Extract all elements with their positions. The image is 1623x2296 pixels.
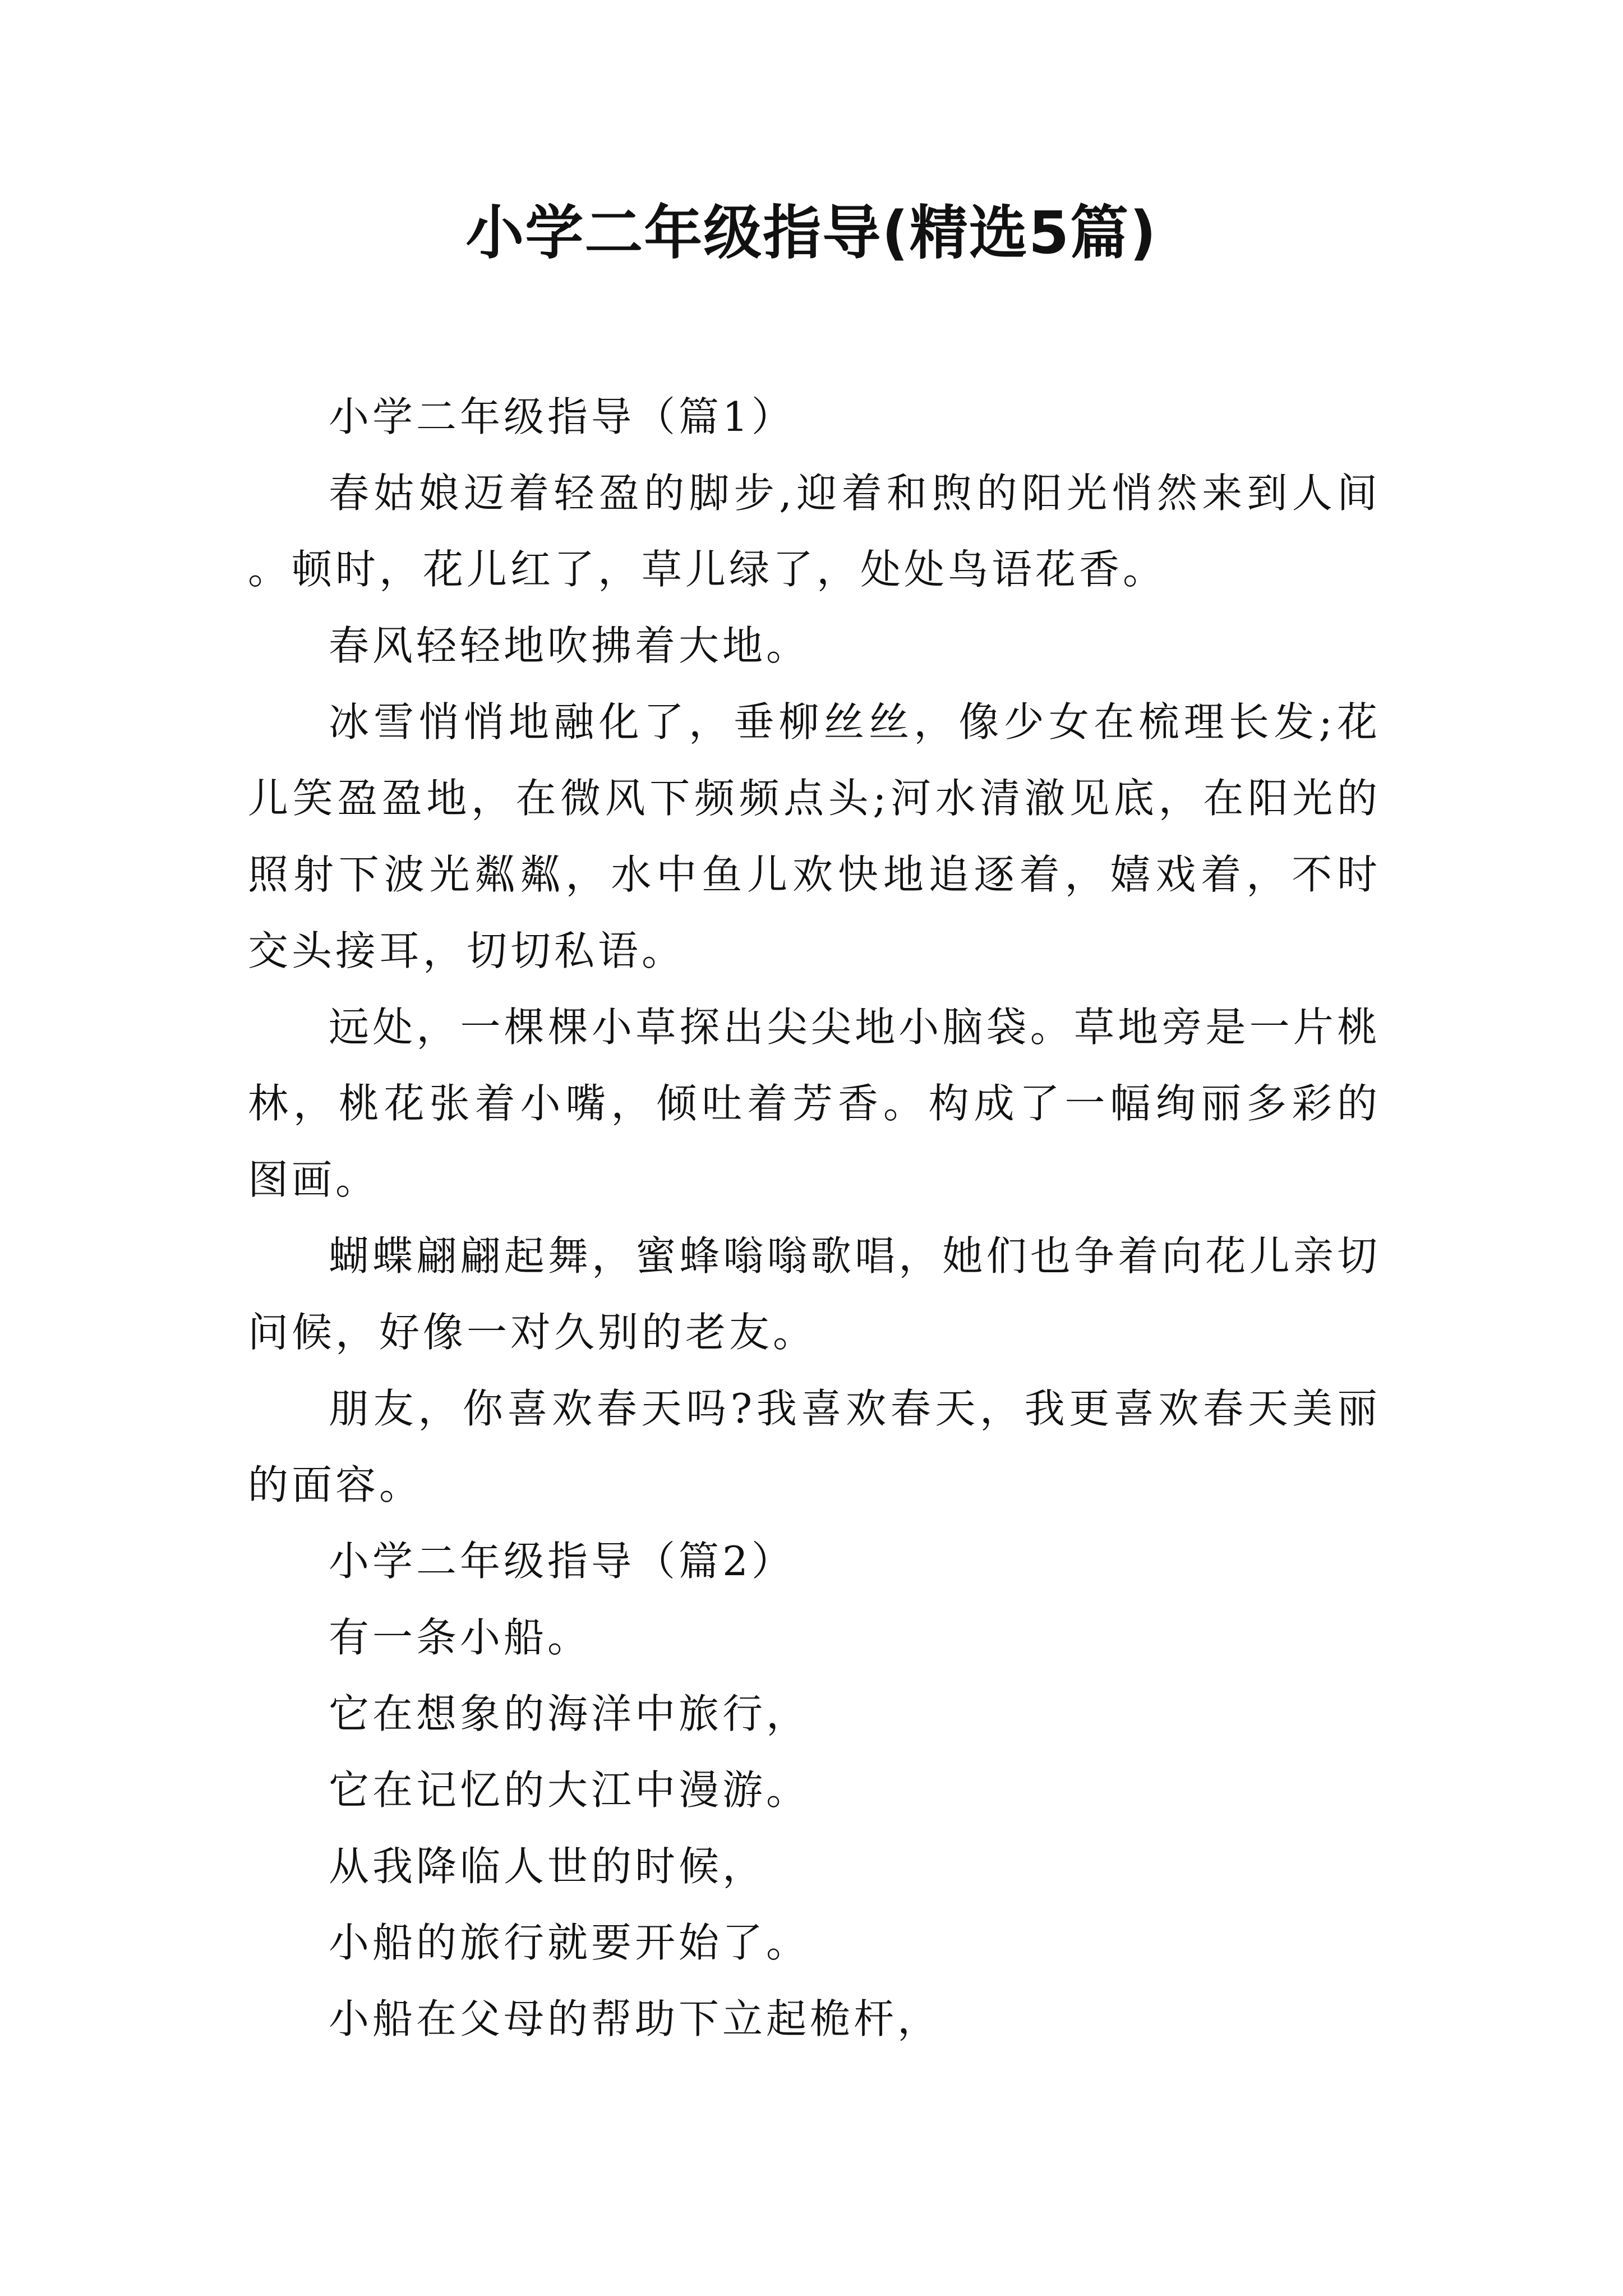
poem-line: 它在想象的海洋中旅行， (329, 1690, 810, 1737)
paragraph: 蝴蝶翩翩起舞，蜜蜂嗡嗡歌唱，她们也争着向花儿亲切问候，好像一对久别的老友。 (248, 1232, 1381, 1356)
paragraph: 春风轻轻地吹拂着大地。 (329, 622, 810, 669)
paragraph: 春姑娘迈着轻盈的脚步,迎着和煦的阳光悄然来到人间。顿时，花儿红了，草儿绿了，处处鸟语花香。 (248, 470, 1381, 593)
document-title: 小学二年级指导(精选5篇) (465, 199, 1158, 267)
paragraph: 冰雪悄悄地融化了，垂柳丝丝，像少女在梳理长发;花儿笑盈盈地，在微风下频频点头;河水清澈见底，在阳光的照射下波光粼粼，水中鱼儿欢快地追逐着，嬉戏着，不时交头接耳，切切私语。 (248, 698, 1381, 974)
section-heading-1: 小学二年级指导（篇1） (329, 393, 795, 440)
poem-line: 小船在父母的帮助下立起桅杆， (329, 1995, 942, 2042)
paragraph: 远处，一棵棵小草探出尖尖地小脑袋。草地旁是一片桃林，桃花张着小嘴，倾吐着芳香。构成了一幅绚丽多彩的图画。 (248, 1004, 1381, 1203)
document-body (248, 379, 1381, 2057)
section-heading-2: 小学二年级指导（篇2） (329, 1538, 795, 1585)
poem-line: 小船的旅行就要开始了。 (329, 1919, 810, 1966)
poem-line: 有一条小船。 (329, 1614, 592, 1661)
poem-line: 它在记忆的大江中漫游。 (329, 1766, 810, 1814)
paragraph: 朋友，你喜欢春天吗?我喜欢春天，我更喜欢春天美丽的面容。 (248, 1385, 1381, 1508)
poem-line: 从我降临人世的时候， (329, 1843, 767, 1890)
